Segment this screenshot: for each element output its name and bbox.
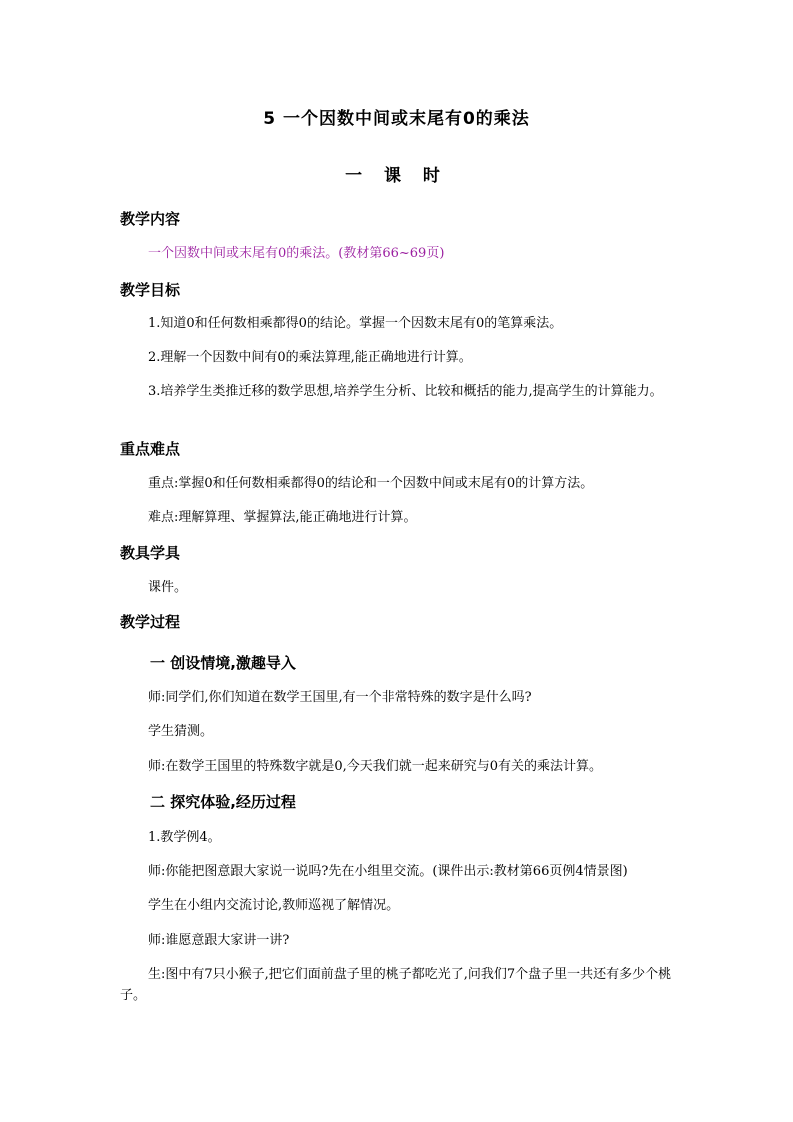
step1-heading: 一 创设情境,激趣导入 <box>150 654 296 672</box>
key-point: 重点:掌握0和任何数相乘都得0的结论和一个因数中间或末尾有0的计算方法。 <box>148 476 594 491</box>
step2-paragraph: 生:图中有7只小猴子,把它们面前盘子里的桃子都吃光了,问我们7个盘子里一共还有多少个桃子。 <box>120 967 672 1003</box>
lesson-subtitle: 一 课 时 <box>345 166 448 186</box>
goal-2: 2.理解一个因数中间有0的乘法算理,能正确地进行计算。 <box>148 350 472 365</box>
process-heading: 教学过程 <box>120 613 181 631</box>
goal-1: 1.知道0和任何数相乘都得0的结论。掌握一个因数末尾有0的笔算乘法。 <box>148 316 563 331</box>
step2-paragraph: 1.教学例4。 <box>148 830 221 845</box>
step2-paragraph: 师:你能把图意跟大家说一说吗?先在小组里交流。(课件出示:教材第66页例4情景图) <box>148 864 628 879</box>
step2-heading: 二 探究体验,经历过程 <box>150 793 296 811</box>
step2-paragraph: 师:谁愿意跟大家讲一讲? <box>148 933 290 948</box>
key-heading: 重点难点 <box>120 440 181 458</box>
content-text: 一个因数中间或末尾有0的乘法。(教材第66~69页) <box>148 246 445 261</box>
step1-paragraph: 师:在数学王国里的特殊数字就是0,今天我们就一起来研究与0有关的乘法计算。 <box>148 759 603 774</box>
step2-paragraph: 学生在小组内交流讨论,教师巡视了解情况。 <box>148 898 400 913</box>
document-title: 5 一个因数中间或末尾有0的乘法 <box>263 109 530 129</box>
goals-heading: 教学目标 <box>120 281 181 299</box>
step1-paragraph: 师:同学们,你们知道在数学王国里,有一个非常特殊的数字是什么吗? <box>148 690 532 705</box>
content-heading: 教学内容 <box>120 210 181 228</box>
step1-paragraph: 学生猜测。 <box>148 724 214 739</box>
tools-heading: 教具学具 <box>120 544 181 562</box>
tools-text: 课件。 <box>148 580 188 595</box>
goal-3: 3.培养学生类推迁移的数学思想,培养学生分析、比较和概括的能力,提高学生的计算能力。 <box>148 384 663 399</box>
difficulty: 难点:理解算理、掌握算法,能正确地进行计算。 <box>148 510 417 525</box>
